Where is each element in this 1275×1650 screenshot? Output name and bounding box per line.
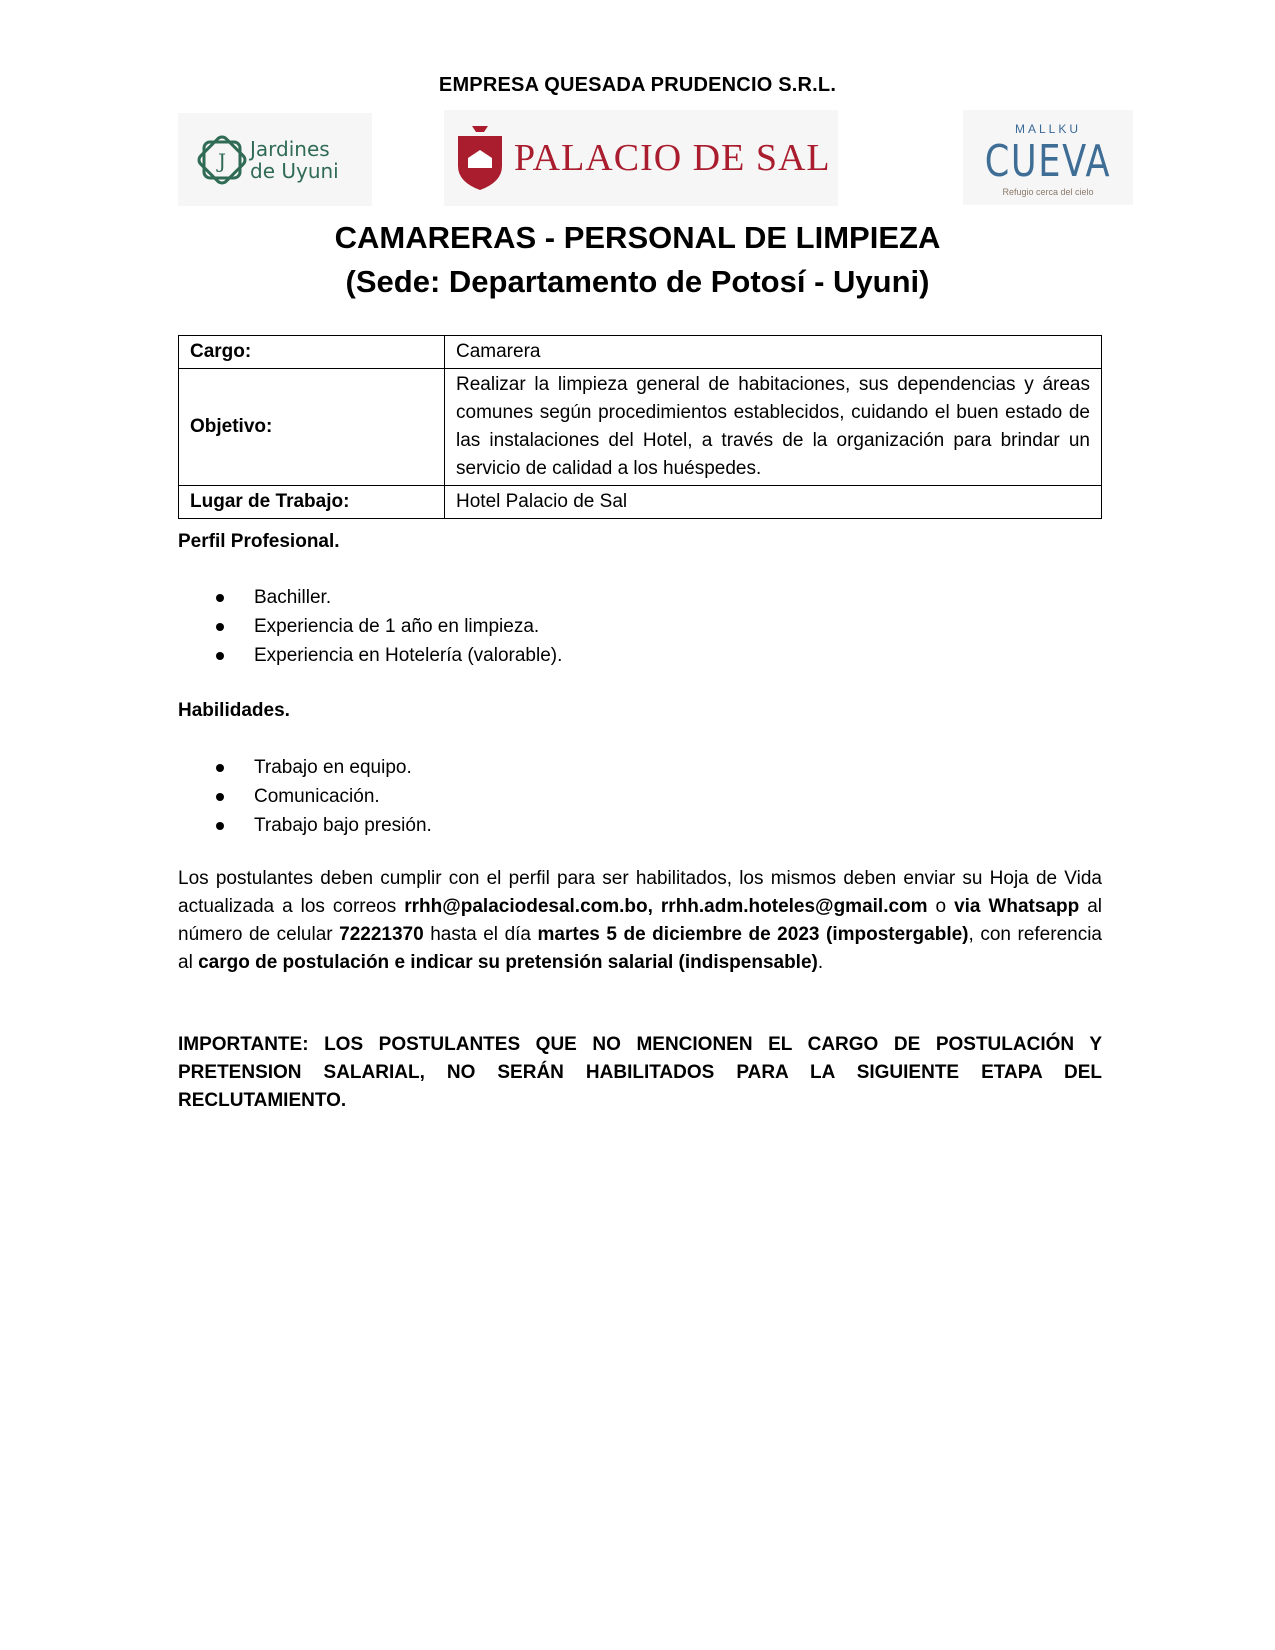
application-instructions bbox=[178, 865, 1102, 977]
email-link[interactable]: rrhh@palaciodesal.com.bo bbox=[404, 896, 648, 917]
palacio-de-sal-logo bbox=[444, 110, 838, 206]
important-notice: IMPORTANTE: LOS POSTULANTES QUE NO MENCIONEN EL CARGO DE POSTULACIÓN Y PRETENSION SALARIAL, NO SERÁN HABILITADOS PARA LA SIGUIENTE ETAPA DEL RECLUTAMIENTO. bbox=[178, 1034, 1102, 1111]
table-key: Cargo: bbox=[179, 336, 445, 369]
jardines-line1: Jardines bbox=[250, 137, 330, 161]
table-value: Realizar la limpieza general de habitaciones, sus dependencias y áreas comunes según procedimientos establecidos, cuidando el buen estado de las instalaciones del Hotel, a través de la organización para brindar un servicio de calidad a los huéspedes. bbox=[445, 369, 1102, 486]
instructions-text: hasta el día bbox=[423, 924, 538, 945]
jardines-wordmark bbox=[250, 138, 339, 182]
table-key: Lugar de Trabajo: bbox=[179, 486, 445, 519]
job-info-table bbox=[178, 335, 1102, 519]
perfil-list bbox=[178, 583, 562, 670]
cueva-top-text: MALLKU bbox=[1014, 122, 1082, 136]
table-row bbox=[179, 486, 1102, 519]
jardines-de-uyuni-logo bbox=[178, 113, 372, 206]
page-subtitle: (Sede: Departamento de Potosí - Uyuni) bbox=[345, 264, 930, 299]
whatsapp-text: via Whatsapp bbox=[954, 896, 1080, 917]
jardines-emblem-icon bbox=[190, 125, 254, 195]
cueva-tagline: Refugio cerca del cielo bbox=[1002, 187, 1094, 197]
instructions-text: , con referencia al bbox=[178, 924, 1102, 973]
mallku-cueva-logo bbox=[963, 110, 1133, 205]
jardines-mark: J bbox=[217, 149, 227, 173]
email-link[interactable]: rrhh.adm.hoteles@gmail.com bbox=[660, 896, 928, 917]
page-title: CAMARERAS - PERSONAL DE LIMPIEZA bbox=[334, 220, 941, 255]
instructions-text: . bbox=[817, 952, 824, 973]
list-item: Trabajo bajo presión. bbox=[178, 811, 432, 840]
list-item: Experiencia en Hotelería (valorable). bbox=[178, 641, 562, 670]
table-value: Camarera bbox=[445, 336, 1102, 369]
table-value: Hotel Palacio de Sal bbox=[445, 486, 1102, 519]
habilidades-heading: Habilidades. bbox=[178, 700, 290, 721]
list-item: Bachiller. bbox=[178, 583, 562, 612]
reference-text: cargo de postulación e indicar su pretensión salarial (indispensable) bbox=[198, 952, 818, 973]
company-name: EMPRESA QUESADA PRUDENCIO S.R.L. bbox=[438, 74, 837, 96]
palacio-wordmark: PALACIO DE SAL bbox=[514, 137, 831, 179]
list-item: Experiencia de 1 año en limpieza. bbox=[178, 612, 562, 641]
instructions-text: o bbox=[927, 896, 955, 917]
perfil-heading: Perfil Profesional. bbox=[178, 531, 340, 552]
palacio-shield-icon bbox=[454, 122, 506, 192]
separator: , bbox=[647, 896, 661, 917]
list-item: Trabajo en equipo. bbox=[178, 753, 432, 782]
deadline-date: martes 5 de diciembre de 2023 (impostergable) bbox=[537, 924, 969, 945]
instructions-text: Los postulantes deben cumplir con el perfil para ser habilitados, los mismos deben enviar su Hoja de Vida actualizada a los correos bbox=[178, 868, 1102, 917]
table-row bbox=[179, 369, 1102, 486]
list-item: Comunicación. bbox=[178, 782, 432, 811]
table-row bbox=[179, 336, 1102, 369]
phone-number: 72221370 bbox=[339, 924, 424, 945]
table-key: Objetivo: bbox=[179, 369, 445, 486]
habilidades-list bbox=[178, 753, 432, 840]
cueva-wordmark: CUEVA bbox=[984, 136, 1112, 187]
jardines-line2: de Uyuni bbox=[250, 159, 339, 183]
instructions-text: al número de celular bbox=[178, 896, 1102, 945]
